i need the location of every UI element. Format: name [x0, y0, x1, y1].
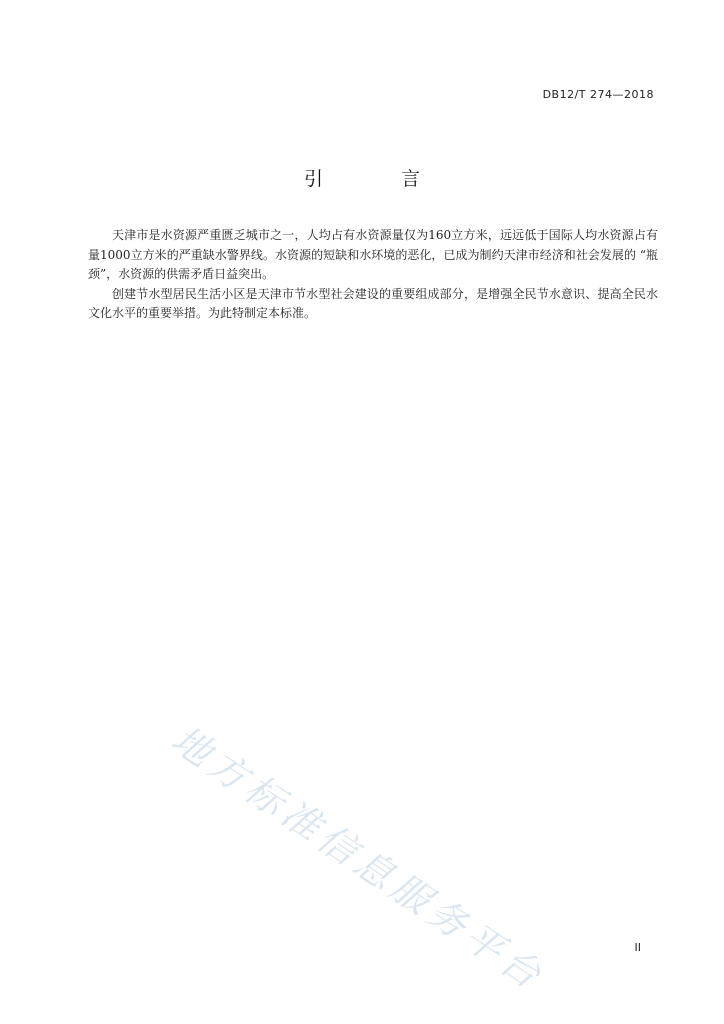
- page-number: II: [634, 941, 641, 954]
- paragraph: 创建节水型居民生活小区是天津市节水型社会建设的重要组成部分，是增强全民节水意识、提高全民水文化水平的重要举措。为此特制定本标准。: [88, 286, 658, 320]
- section-title: 引 言: [303, 168, 457, 190]
- paragraph: 天津市是水资源严重匮乏城市之一，人均占有水资源量仅为160立方米，远远低于国际人均水资源占有量1000立方米的严重缺水警界线。水资源的短缺和水环境的恶化，已成为制约天津市经济和社会发展的 “瓶颈”，水资源的供需矛盾日益突出。: [88, 228, 658, 281]
- document-code: DB12/T 274—2018: [542, 88, 654, 101]
- body-text: [88, 226, 658, 324]
- watermark-text: 地方标准信息服务平台: [163, 717, 554, 1000]
